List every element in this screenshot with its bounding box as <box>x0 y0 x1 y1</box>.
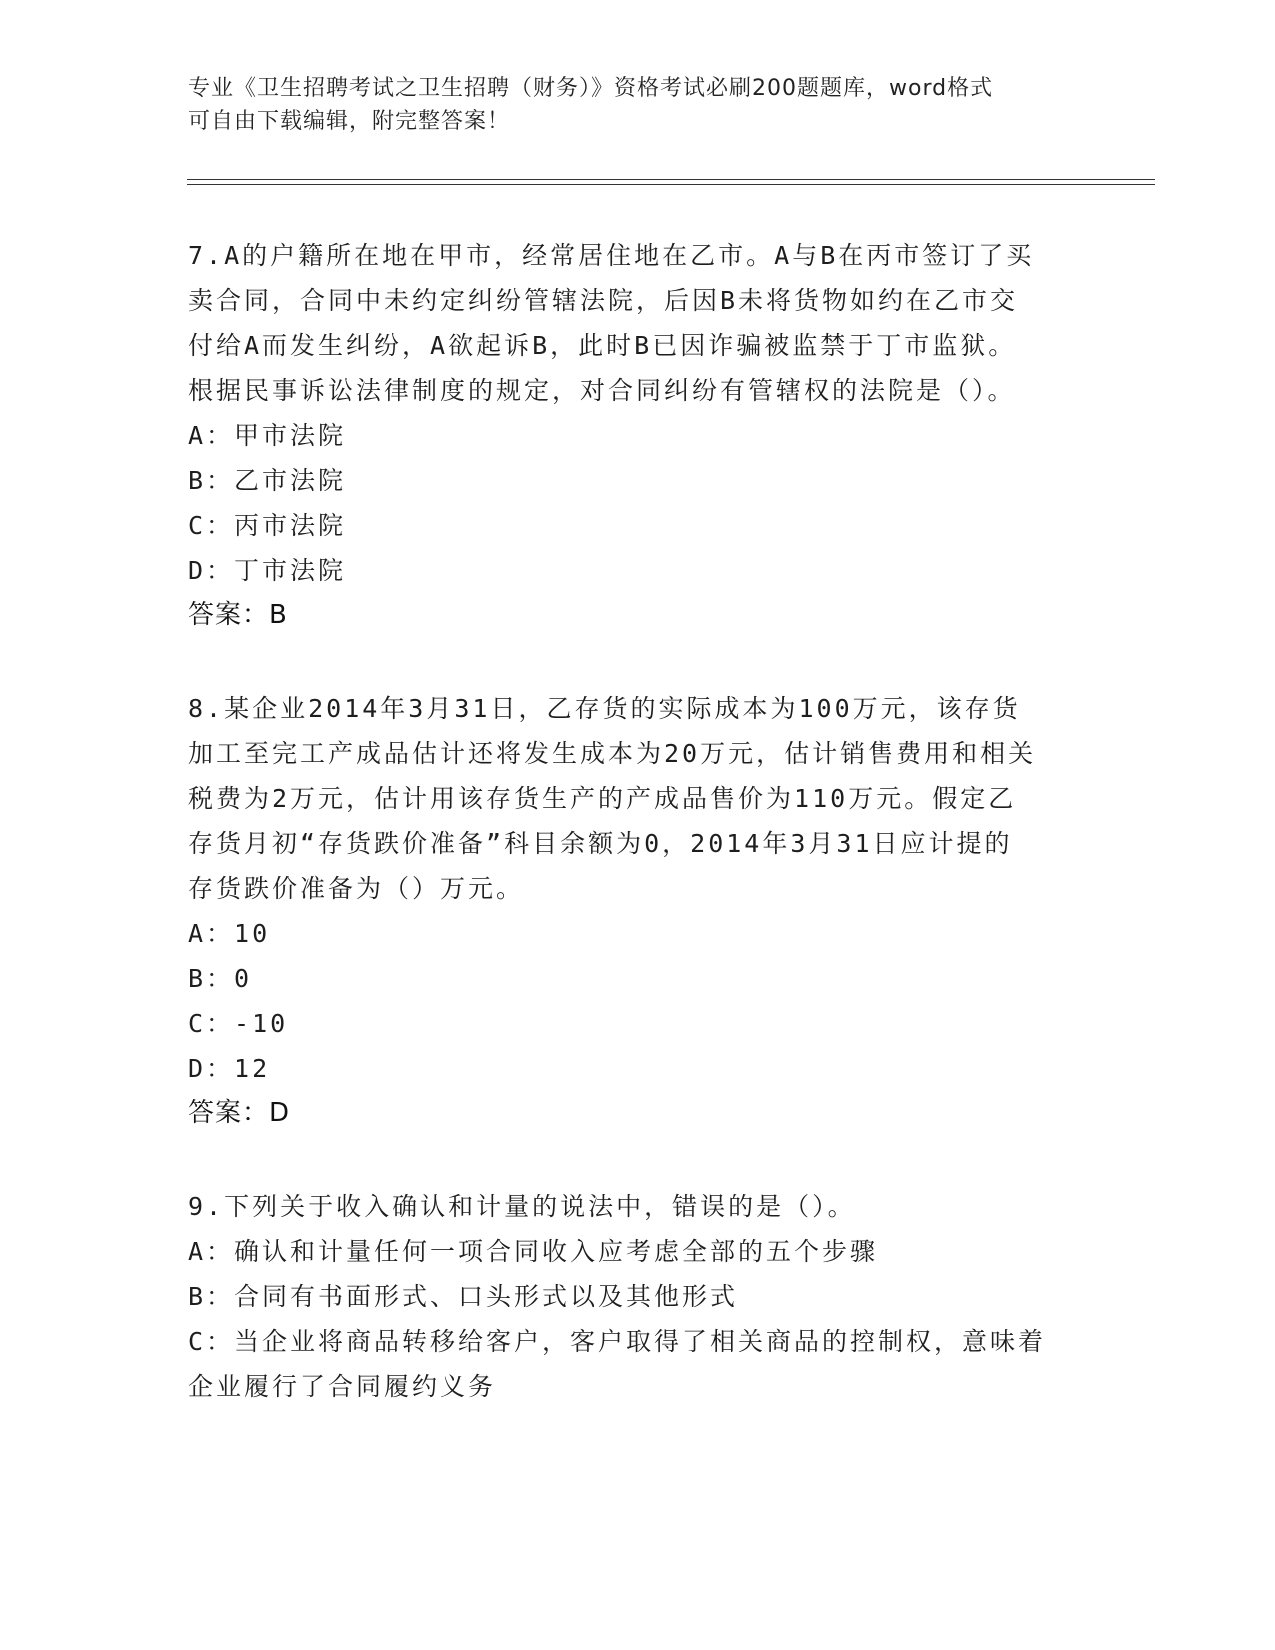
option-a: A：10 <box>188 919 271 948</box>
option-b: B：0 <box>188 964 253 993</box>
question-stem-line: 根据民事诉讼法律制度的规定，对合同纠纷有管辖权的法院是（）。 <box>188 376 1016 405</box>
option-d: D：丁市法院 <box>188 556 347 585</box>
question-stem-line: 存货跌价准备为（）万元。 <box>188 874 525 903</box>
option-a: A：甲市法院 <box>188 421 347 450</box>
question-stem-line: 税费为2万元，估计用该存货生产的产成品售价为110万元。假定乙 <box>188 784 1017 813</box>
option-a: A：确认和计量任何一项合同收入应考虑全部的五个步骤 <box>188 1237 879 1266</box>
question-stem-line: 卖合同，合同中未约定纠纷管辖法院，后因B未将货物如约在乙市交 <box>188 286 1019 315</box>
document-header <box>188 72 1068 138</box>
question-7 <box>188 233 1078 638</box>
option-c: C：-10 <box>188 1009 289 1038</box>
question-spacer <box>188 1136 1078 1184</box>
question-stem-line: 加工至完工产成品估计还将发生成本为20万元，估计销售费用和相关 <box>188 739 1037 768</box>
answer-label: 答案：D <box>188 1098 291 1128</box>
option-d: D：12 <box>188 1054 271 1083</box>
question-stem-line: 9.下列关于收入确认和计量的说法中，错误的是（）。 <box>188 1192 856 1221</box>
question-stem-line: 8.某企业2014年3月31日，乙存货的实际成本为100万元，该存货 <box>188 694 1021 723</box>
option-b: B：合同有书面形式、口头形式以及其他形式 <box>188 1282 739 1311</box>
question-9 <box>188 1184 1078 1409</box>
option-c: C：当企业将商品转移给客户，客户取得了相关商品的控制权，意味着 <box>188 1327 1047 1356</box>
question-stem-line: 付给A而发生纠纷，A欲起诉B，此时B已因诈骗被监禁于丁市监狱。 <box>188 331 1017 360</box>
option-c-continued: 企业履行了合同履约义务 <box>188 1372 497 1401</box>
option-c: C：丙市法院 <box>188 511 347 540</box>
question-8 <box>188 686 1078 1136</box>
question-list <box>188 233 1078 1409</box>
header-line-1: 专业《卫生招聘考试之卫生招聘（财务）》资格考试必刷200题题库，word格式 <box>188 76 994 101</box>
header-divider-bottom <box>187 184 1155 185</box>
question-stem-line: 7.A的户籍所在地在甲市，经常居住地在乙市。A与B在丙市签订了买 <box>188 241 1035 270</box>
question-stem-line: 存货月初“存货跌价准备”科目余额为0，2014年3月31日应计提的 <box>188 829 1013 858</box>
option-b: B：乙市法院 <box>188 466 347 495</box>
answer-label: 答案：B <box>188 600 288 630</box>
question-spacer <box>188 638 1078 686</box>
header-line-2: 可自由下载编辑，附完整答案！ <box>188 109 511 134</box>
header-divider-top <box>187 179 1155 180</box>
